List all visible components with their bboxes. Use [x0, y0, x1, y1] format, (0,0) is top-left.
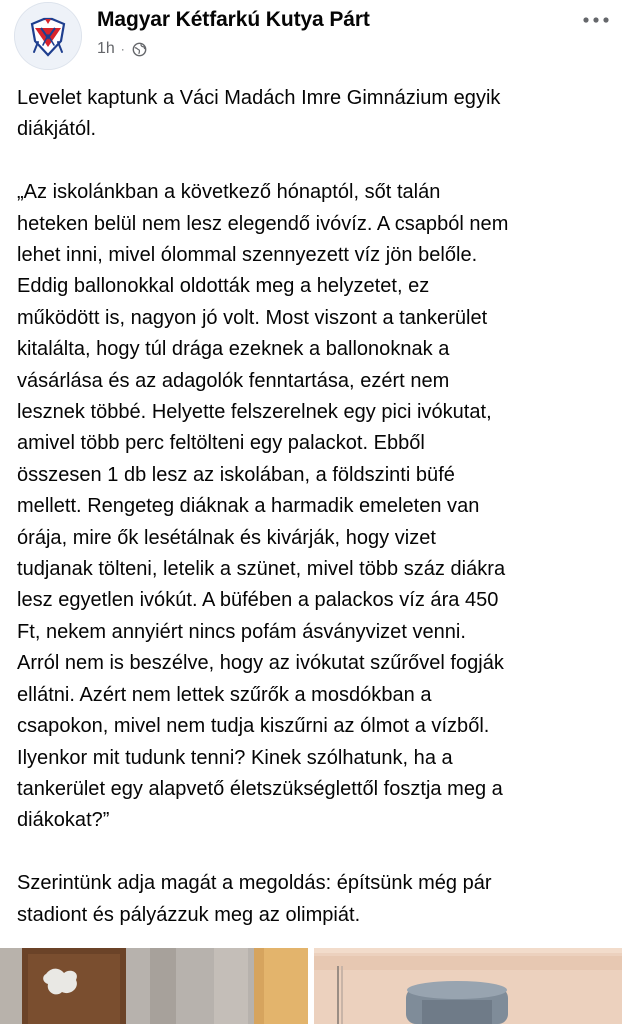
meta-separator: · [120, 42, 125, 56]
more-options-button[interactable] [578, 8, 614, 32]
school-hallway-photo [0, 948, 308, 1024]
post-photo-2[interactable] [314, 948, 622, 1024]
post-paragraph-intro: Levelet kaptunk a Váci Madách Imre Gimnázium egyik diákjától. [17, 87, 501, 141]
post-timestamp[interactable]: 1h [97, 40, 115, 57]
post-paragraph-closing: Szerintünk adja magát a megoldás: építsünk még pár stadiont és pályázzuk meg az olimpiát. [17, 872, 492, 926]
post-meta [97, 40, 147, 58]
post-photo-1[interactable] [0, 948, 308, 1024]
post-paragraph-letter: „Az iskolánkban a következő hónaptól, sőt talán heteken belül nem lesz elegendő ivóvíz. A csapból nem lehet inni, mivel ólommal szennyezett víz jön belőle. Eddig ballonokkal oldották meg a helyzetet, ez működött is, nagyon jó volt. Most viszont a tankerület kitalálta, hogy túl drága ezeknek a ballonoknak a vásárlása és az adagolók fenntartása, ezért nem lesznek többé. Helyette felszerelnek egy pici ivókutat, amivel több perc feltölteni egy palackot. Ebből összesen 1 db lesz az iskolában, a földszinti büfé mellett. Rengeteg diáknak a harmadik emeleten van órája, mire ők lesétálnak és kivárják, hogy vizet tudjanak tölteni, letelik a szünet, mivel több száz diákra lesz egyetlen ivókút. A büfében a palackos víz ára 450 Ft, nekem annyiért nincs pofám ásványvizet venni. Arról nem is beszélve, hogy az ivókutat szűrővel fogják ellátni. Azért nem lettek szűrők a mosdókban a csapokon, mivel nem tudja kiszűrni az ólmot a vízből. Ilyenkor mit tudunk tenni? Kinek szólhatunk, ha a tankerület egy alapvető életszükséglettől fosztja meg a diákokat?” [17, 181, 509, 832]
post-header [0, 0, 622, 70]
party-logo-icon [14, 2, 82, 70]
globe-icon[interactable] [132, 42, 147, 57]
more-dots-icon [581, 16, 611, 24]
post-photos [0, 948, 622, 1024]
page-name-link[interactable]: Magyar Kétfarkú Kutya Párt [97, 8, 370, 31]
water-dispenser-photo [314, 948, 622, 1024]
post-text [17, 83, 612, 931]
page-avatar[interactable] [14, 2, 82, 70]
